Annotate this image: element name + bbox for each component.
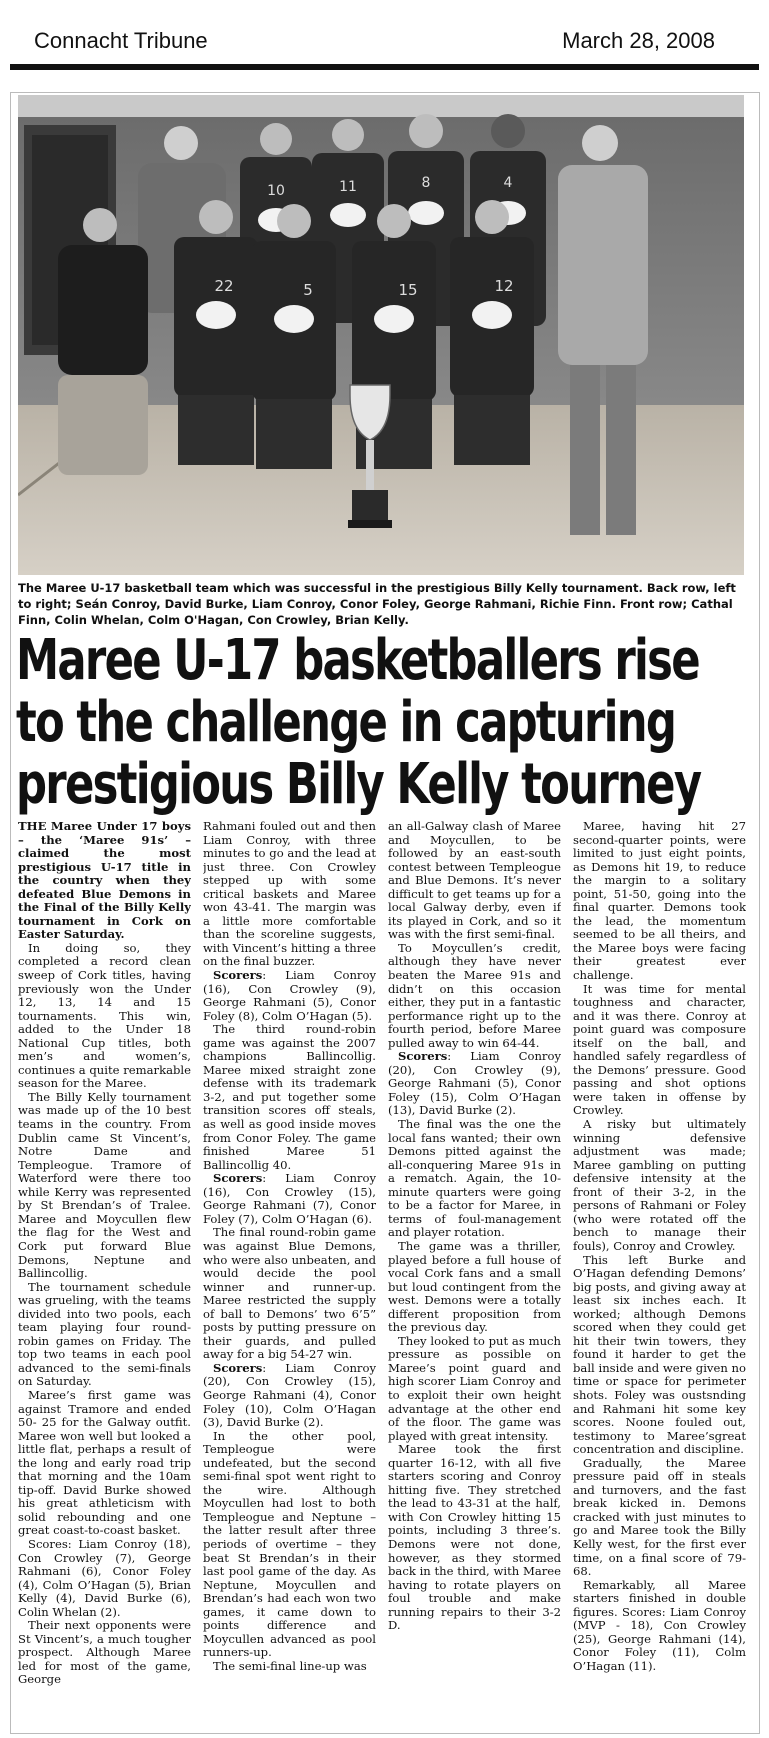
article-paragraph: The tournament schedule was grueling, with the teams divided into two pools, each team playing four round-robin games on Friday. The top two teams in each pool advanced to the semi-finals on Saturday. bbox=[18, 1279, 191, 1389]
headline-line: prestigious Billy Kelly tourney bbox=[16, 752, 701, 817]
article-paragraph: Scorers: Liam Conroy (16), Con Crowley (9), George Rahmani (5), Conor Foley (8), Colm O’Hagan (5). bbox=[203, 968, 376, 1023]
article-paragraph: They looked to put as much pressure as possible on Maree’s point guard and high scorer Liam Conroy and to exploit their own height advantage at the other end of the floor. The game was played with great intensity. bbox=[388, 1333, 561, 1443]
headline-line: to the challenge in capturing bbox=[16, 690, 676, 755]
article-column bbox=[203, 820, 376, 1732]
jersey-number: 5 bbox=[303, 281, 313, 299]
jersey-number: 4 bbox=[503, 175, 513, 191]
headline bbox=[16, 630, 756, 816]
publication-name: Connacht Tribune bbox=[34, 28, 208, 53]
article-paragraph: In the other pool, Templeogue were undefeated, but the second semi-final spot went right to the wire. Although Moycullen had lost to both Templeogue and Neptune – the latter result after three periods of overtime – they beat St Brendan’s in their last pool game of the day. As Neptune, Moycullen and Brendan’s had each won two games, it came down to points difference and Moycullen advanced as pool runners-up. bbox=[203, 1428, 376, 1660]
article-paragraph: The Billy Kelly tournament was made up of the 10 best teams in the country. From Dublin came St Vincent’s, Notre Dame and Templeogue. Tramore of Waterford were there too while Kerry was represented by St Brendan’s of Tralee. Maree and Moycullen flew the flag for the West and Cork put forward Blue Demons, Neptune and Ballincollig. bbox=[18, 1089, 191, 1281]
jersey-number: 11 bbox=[339, 179, 357, 195]
scorers-label: Scorers bbox=[213, 1171, 263, 1186]
jersey-number: 8 bbox=[421, 175, 431, 191]
team-photo-graphic bbox=[18, 95, 744, 575]
article-paragraph: This left Burke and O’Hagan defending Demons’ big posts, and giving away at least six inches each. It worked; although Demons scored when they could get hit their twin towers, they found it harder to get the ball inside and were given no time or space for perimeter shots. Foley was oustsnding and Rahmani hit some key scores. Noone fouled out, testimony to Maree’sgreat concentration and discipline. bbox=[573, 1252, 746, 1457]
article-paragraph: Gradually, the Maree pressure paid off in steals and turnovers, and the fast break kicked in. Demons cracked with just minutes to go and Maree took the Billy Kelly west, for the first ever time, on a final score of 79-68. bbox=[573, 1455, 746, 1579]
article-paragraph: The game was a thriller, played before a full house of vocal Cork fans and a small but loud contingent from the west. Demons were a totally different proposition from the previous day. bbox=[388, 1238, 561, 1335]
article-paragraph: Scorers: Liam Conroy (20), Con Crowley (9), George Rahmani (5), Conor Foley (15), Colm O’Hagan (13), David Burke (2). bbox=[388, 1049, 561, 1118]
article-paragraph: Maree’s first game was against Tramore and ended 50- 25 for the Galway outfit. Maree won well but looked a little flat, perhaps a result of the long and early road trip that morning and the 10am tip-off. David Burke showed his great athleticism with solid rebounding and one great coast-to-coast basket. bbox=[18, 1387, 191, 1538]
photo-caption: The Maree U-17 basketball team which was successful in the prestigious Billy Kelly tournament. Back row, left to right; Seán Conroy, David Burke, Liam Conroy, Conor Foley, George Rahmani, Richie Finn. Front row; Cathal Finn, Colin Whelan, Colm O'Hagan, Con Crowley, Brian Kelly. bbox=[18, 581, 736, 627]
jersey-number: 10 bbox=[267, 183, 285, 199]
article-paragraph: The final round-robin game was against Blue Demons, who were also unbeaten, and would decide the pool winner and runner-up. Maree restricted the supply of ball to Demons’ two 6’5” posts by putting pressure on their guards, and pulled away for a big 54-27 win. bbox=[203, 1225, 376, 1362]
jersey-number: 22 bbox=[214, 277, 234, 295]
scorers-label: Scorers bbox=[213, 968, 263, 983]
header-rule bbox=[10, 64, 759, 70]
lead-paragraph: THE Maree Under 17 boys – the ‘Maree 91s’ – claimed the most prestigious U-17 title in the country when they defeated Blue Demons in the Final of the Billy Kelly tournament in Cork on Easter Saturday. bbox=[18, 820, 191, 942]
article-paragraph: The third round-robin game was against the 2007 champions Ballincollig. Maree mixed straight zone defense with its trademark 3-2, and put together some transition scores off steals, as well as good inside moves from Conor Foley. The game finished Maree 51 Ballincollig 40. bbox=[203, 1022, 376, 1172]
article-paragraph: Maree, having hit 27 second-quarter points, were limited to just eight points, as Demons hit 19, to reduce the margin to a solitary point, 51-50, going into the final quarter. Demons took the lead, the momentum seemed to be all theirs, and the Maree boys were facing their greatest ever challenge. bbox=[573, 820, 746, 983]
article-paragraph: Scorers: Liam Conroy (20), Con Crowley (15), George Rahmani (4), Conor Foley (10), Colm O’Hagan (3), David Burke (2). bbox=[203, 1360, 376, 1430]
article-column bbox=[573, 820, 746, 1732]
article-column bbox=[18, 820, 191, 1732]
article-paragraph: Their next opponents were St Vincent’s, a much tougher prospect. Although Maree led for most of the game, George bbox=[18, 1618, 191, 1687]
article-paragraph: Scorers: Liam Conroy (16), Con Crowley (15), George Rahmani (7), Conor Foley (7), Colm O’Hagan (6). bbox=[203, 1171, 376, 1226]
article-paragraph: Rahmani fouled out and then Liam Conroy, with three minutes to go and the lead at just three. Con Crowley stepped up with some critical baskets and Maree won 43-41. The margin was a little more comfortable than the scoreline suggests, with Vincent’s hitting a three on the final buzzer. bbox=[203, 820, 376, 969]
page-header bbox=[0, 0, 769, 74]
jersey-number: 12 bbox=[494, 277, 514, 295]
article-paragraph: Maree took the first quarter 16-12, with all five starters scoring and Conroy hitting five. They stretched the lead to 43-31 at the half, with Con Crowley hitting 15 points, including 3 three’s. Demons were not done, however, as they stormed back in the third, with Maree having to rotate players on foul trouble and make running repairs to their 3-2 D. bbox=[388, 1442, 561, 1633]
article-paragraph: The semi-final line-up was bbox=[213, 1658, 367, 1673]
article-paragraph: Scores: Liam Conroy (18), Con Crowley (7), George Rahmani (6), Conor Foley (4), Colm O’Hagan (5), Brian Kelly (4), David Burke (6), Colin Whelan (2). bbox=[18, 1536, 191, 1619]
jersey-number: 15 bbox=[398, 281, 418, 299]
headline-line: Maree U-17 basketballers rise bbox=[16, 628, 699, 693]
scorers-label: Scorers bbox=[398, 1049, 448, 1064]
article-paragraph: A risky but ultimately winning defensive adjustment was made; Maree gambling on putting defensive intensity at the front of their 3-2, in the persons of Rahmani or Foley (who were rotated off the bench to manage their fouls), Conroy and Crowley. bbox=[573, 1117, 746, 1253]
article-paragraph: an all-Galway clash of Maree and Moycullen, to be followed by an east-south contest between Templeogue and Blue Demons. It’s never difficult to get teams up for a local Galway derby, even if its played in Cork, and so it was with the first semi-final. bbox=[388, 820, 561, 942]
article-paragraph: Remarkably, all Maree starters finished in double figures. Scores: Liam Conroy (MVP - 18), Con Crowley (25), George Rahmani (14), Conor Foley (11), Colm O’Hagan (11). bbox=[573, 1577, 746, 1673]
article-body bbox=[18, 820, 746, 1732]
scorers-label: Scorers bbox=[213, 1360, 263, 1375]
article-paragraph: In doing so, they completed a record clean sweep of Cork titles, having previously won the Under 12, 13, 14 and 15 tournaments. This win, added to the Under 18 National Cup titles, both men’s and women’s, continues a quite remarkable season for the Maree. bbox=[18, 940, 191, 1091]
article-paragraph: To Moycullen’s credit, although they have never beaten the Maree 91s and didn’t on this occasion either, they put in a fantastic performance right up to the fourth period, before Maree pulled away to win 64-44. bbox=[388, 940, 561, 1050]
article-paragraph bbox=[18, 820, 191, 942]
article-paragraph: The final was the one the local fans wanted; their own Demons pitted against the all-conquering Maree 91s in a rematch. Again, the 10-minute quarters were going to be a factor for Maree, in terms of foul-management and player rotation. bbox=[388, 1117, 561, 1240]
team-photo bbox=[18, 95, 744, 575]
publication-date: March 28, 2008 bbox=[562, 28, 715, 53]
article-paragraph: It was time for mental toughness and character, and it was there. Conroy at point guard was composure itself on the ball, and handled safely regardless of the Demons’ pressure. Good passing and shot options were taken in offense by Crowley. bbox=[573, 981, 746, 1118]
article-column bbox=[388, 820, 561, 1732]
